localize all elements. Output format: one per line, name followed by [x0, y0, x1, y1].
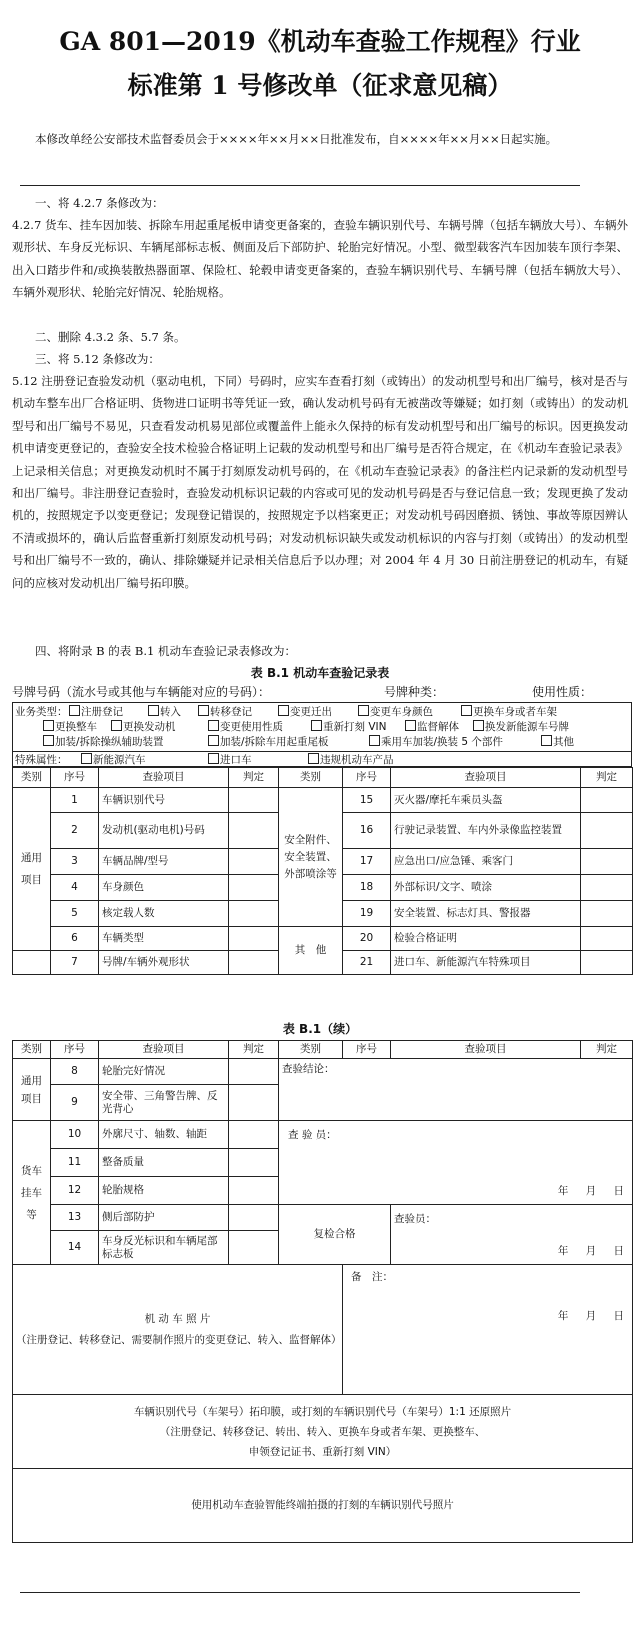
judge-cell[interactable] — [229, 951, 279, 975]
checkbox-jieti[interactable]: 监督解体 — [405, 719, 459, 734]
conclusion-cell[interactable] — [279, 1059, 633, 1121]
table-row — [13, 1205, 633, 1231]
inspector-cell[interactable] — [279, 1121, 633, 1205]
th-judge: 判定 — [229, 768, 279, 788]
checkbox-icon — [278, 705, 289, 716]
row-no: 9 — [51, 1085, 99, 1121]
row-item: 号牌/车辆外观形状 — [99, 951, 229, 975]
document-title-line1: GA 801—2019《机动车查验工作规程》行业 — [59, 27, 581, 56]
judge-cell[interactable] — [229, 813, 279, 849]
plate-type-label: 号牌种类： — [384, 685, 445, 699]
checkbox-new-energy[interactable]: 新能源汽车 — [81, 752, 146, 767]
row-item: 轮胎规格 — [99, 1177, 229, 1205]
table2-caption: 表 B.1（续） — [282, 1022, 358, 1036]
row-no: 15 — [343, 788, 391, 813]
checkbox-bujian[interactable]: 乘用车加装/换装 5 个部件 — [369, 734, 503, 749]
section1-heading: 一、将 4.2.7 条修改为： — [35, 196, 164, 210]
inspection-table-1 — [12, 767, 633, 975]
use-nature-label: 使用性质： — [532, 685, 593, 699]
checkbox-icon — [208, 735, 219, 746]
special-attr-box — [12, 751, 632, 767]
th-category: 类别 — [13, 768, 51, 788]
row-no: 4 — [51, 875, 99, 901]
row-item: 车辆识别代号 — [99, 788, 229, 813]
remark-cell[interactable] — [343, 1265, 633, 1395]
special-row — [13, 751, 631, 766]
row-item: 外廓尺寸、轴数、轴距 — [99, 1121, 229, 1149]
vin-rubbing-row — [13, 1395, 633, 1469]
checkbox-import[interactable]: 进口车 — [208, 752, 252, 767]
section4-heading: 四、将附录 B 的表 B.1 机动车查验记录表修改为： — [35, 644, 296, 658]
row-item: 应急出口/应急锤、乘客门 — [391, 849, 581, 875]
checkbox-icon — [198, 705, 209, 716]
vehicle-photo-cell[interactable] — [13, 1265, 343, 1395]
judge-cell[interactable] — [229, 1085, 279, 1121]
group-general: 通用 项目 — [13, 1059, 51, 1121]
th-item-2: 查验项目 — [391, 1041, 581, 1059]
row-item: 侧后部防护 — [99, 1205, 229, 1231]
row-no: 18 — [343, 875, 391, 901]
th-item-2: 查验项目 — [391, 768, 581, 788]
th-category: 类别 — [13, 1041, 51, 1059]
table1-caption: 表 B.1 机动车查验记录表 — [250, 666, 390, 680]
judge-cell[interactable] — [229, 1121, 279, 1149]
checkbox-icon — [358, 705, 369, 716]
business-type-box — [12, 702, 632, 752]
judge-cell[interactable] — [581, 951, 633, 975]
judge-cell[interactable] — [581, 927, 633, 951]
th-judge-2: 判定 — [581, 1041, 633, 1059]
biz-type-label: 业务类型： — [15, 706, 68, 718]
inspection-table-2 — [12, 1040, 633, 1543]
row-no: 3 — [51, 849, 99, 875]
th-item: 查验项目 — [99, 768, 229, 788]
checkbox-zhuce[interactable]: 注册登记 — [69, 704, 123, 719]
row-item: 核定载人数 — [99, 901, 229, 927]
row-no: 11 — [51, 1149, 99, 1177]
checkbox-icon — [405, 720, 416, 731]
table-row — [13, 927, 633, 951]
conclusion-label: 查验结论： — [282, 1063, 335, 1075]
checkbox-fadongji[interactable]: 更换发动机 — [111, 719, 176, 734]
judge-cell[interactable] — [229, 1177, 279, 1205]
row-no: 12 — [51, 1177, 99, 1205]
recheck-inspector-cell[interactable] — [391, 1205, 633, 1265]
checkbox-yanse[interactable]: 变更车身颜色 — [358, 704, 433, 719]
inspector2-label: 查验员： — [394, 1213, 436, 1225]
recheck-date: 年 月 日 — [557, 1245, 624, 1257]
judge-cell[interactable] — [581, 813, 633, 849]
blank-category — [13, 951, 51, 975]
judge-cell[interactable] — [581, 901, 633, 927]
judge-cell[interactable] — [581, 875, 633, 901]
th-no: 序号 — [51, 1041, 99, 1059]
checkbox-vin[interactable]: 重新打刻 VIN — [311, 719, 386, 734]
row-no: 21 — [343, 951, 391, 975]
smart-terminal-row — [13, 1469, 633, 1543]
th-no: 序号 — [51, 768, 99, 788]
row-no: 13 — [51, 1205, 99, 1231]
checkbox-icon — [311, 720, 322, 731]
group-truck: 货车 挂车 等 — [13, 1121, 51, 1265]
row-item: 车辆类型 — [99, 927, 229, 951]
checkbox-icon — [308, 753, 319, 764]
recheck-cell: 复检合格 — [279, 1205, 391, 1265]
table-row — [13, 1121, 633, 1149]
vin-rubbing-cell[interactable] — [13, 1395, 633, 1469]
row-no: 16 — [343, 813, 391, 849]
judge-cell[interactable] — [229, 901, 279, 927]
checkbox-illegal[interactable]: 违规机动车产品 — [308, 752, 394, 767]
checkbox-icon — [208, 720, 219, 731]
checkbox-icon — [369, 735, 380, 746]
th-judge-2: 判定 — [581, 768, 633, 788]
checkbox-icon — [43, 720, 54, 731]
checkbox-qita[interactable]: 其他 — [541, 734, 574, 749]
inspector-date: 年 月 日 — [557, 1185, 624, 1197]
checkbox-icon — [461, 705, 472, 716]
judge-cell[interactable] — [229, 1059, 279, 1085]
row-item: 车身颜色 — [99, 875, 229, 901]
judge-cell[interactable] — [581, 788, 633, 813]
judge-cell[interactable] — [229, 927, 279, 951]
checkbox-xinnengyuan[interactable]: 换发新能源车号牌 — [473, 719, 569, 734]
row-no: 19 — [343, 901, 391, 927]
vin-line-2: （注册登记、转移登记、转出、转入、更换车身或者车架、更换整车、 — [159, 1425, 486, 1438]
checkbox-icon — [69, 705, 80, 716]
group-safety: 安全附件、安全装置、外部喷涂等 — [279, 788, 343, 927]
row-no: 5 — [51, 901, 99, 927]
remark-label: 备 注： — [351, 1271, 393, 1283]
row-no: 2 — [51, 813, 99, 849]
th-category-2: 类别 — [279, 1041, 343, 1059]
judge-cell[interactable] — [229, 849, 279, 875]
row-no: 7 — [51, 951, 99, 975]
checkbox-icon — [81, 753, 92, 764]
row-item: 检验合格证明 — [391, 927, 581, 951]
biz-row-2 — [13, 718, 631, 733]
judge-cell[interactable] — [229, 788, 279, 813]
row-item: 外部标识/文字、喷涂 — [391, 875, 581, 901]
checkbox-icon — [473, 720, 484, 731]
group-other: 其 他 — [279, 927, 343, 975]
special-attr-label: 特殊属性： — [15, 754, 68, 766]
checkbox-icon — [541, 735, 552, 746]
section3-body: 5.12 注册登记查验发动机（驱动电机，下同）号码时，应实车查看打刻（或铸出）的发动机型号和出厂编号，核对是否与机动车整车出厂合格证明、货物进口证明书等凭证一致，确认发动机号码有无被凿改等嫌疑；如打刻（或铸出）的发动机型号和出厂编号不易见，只查看发动机易见部位或覆盖件上能永久保持的标有发动机型号和出厂编号的标识。因更换发动机申请变更登记的，查验安全技术检验合格证明上记载的发动机型号和出厂编号是否符合规定，在《机动车查验记录表》上记录相关信息；对更换发动机时不属于打刻原发动机号码的，在《机动车查验记录表》的备注栏内记录新的发动机型号和出厂编号。非注册登记查验时，查验发动机标识记载的内容或可见的发动机号码是否与登记信息一致；发现更换了发动机的，按照规定予以变更登记；发现登记错误的，按照规定予以档案更正；对发动机号码因磨损、锈蚀、事故等原因辨认不清或损坏的，确认后监督重新打刻原发动机号码；对发动机标识缺失或发动机标识的内容与打刻（或铸出）的发动机型号和出厂编号不一致的，确认、排除嫌疑并记录相关信息后予以办理；对 2004 年 4 月 30 日前注册登记的机动车，有疑问的应核对发动机出厂编号拓印膜。 — [12, 374, 628, 590]
inspector-label: 查 验 员： — [288, 1129, 337, 1141]
row-item: 进口车、新能源汽车特殊项目 — [391, 951, 581, 975]
judge-cell[interactable] — [229, 1149, 279, 1177]
row-item: 整备质量 — [99, 1149, 229, 1177]
row-no: 6 — [51, 927, 99, 951]
checkbox-chejia[interactable]: 更换车身或者车架 — [461, 704, 557, 719]
th-item: 查验项目 — [99, 1041, 229, 1059]
smart-terminal-photo-cell[interactable]: 使用机动车查验智能终端拍摄的打刻的车辆识别代号照片 — [13, 1469, 633, 1543]
table1-header-row — [13, 768, 633, 788]
checkbox-zhuanyi[interactable]: 转移登记 — [198, 704, 252, 719]
row-item: 发动机(驱动电机)号码 — [99, 813, 229, 849]
table2-header-row — [13, 1041, 633, 1059]
th-category-2: 类别 — [279, 768, 343, 788]
group-general: 通用 项目 — [13, 788, 51, 951]
row-no: 17 — [343, 849, 391, 875]
table-row — [13, 1059, 633, 1085]
row-no: 20 — [343, 927, 391, 951]
row-no: 1 — [51, 788, 99, 813]
checkbox-icon — [148, 705, 159, 716]
row-no: 14 — [51, 1231, 99, 1265]
plate-number-label: 号牌号码（流水号或其他与车辆能对应的号码）： — [12, 685, 271, 699]
row-item: 行驶记录装置、车内外录像监控装置 — [391, 813, 581, 849]
photo-title: 机 动 车 照 片 — [144, 1312, 211, 1325]
row-item: 安全带、三角警告牌、反光背心 — [99, 1085, 229, 1121]
judge-cell[interactable] — [229, 875, 279, 901]
section1-body: 4.2.7 货车、挂车因加装、拆除车用起重尾板申请变更备案的，查验车辆识别代号、车辆号牌（包括车辆放大号）、车辆外观形状、车身反光标识、车辆尾部标志板、侧面及后下部防护、轮胎完好情况。小型、微型载客汽车因加装车顶行李架、出入口踏步件和/或换装散热器面罩、保险杠、轮毂申请变更备案的，查验车辆识别代号、车辆号牌（包括车辆放大号）、车辆外观形状、轮胎完好情况、轮胎规格。 — [12, 218, 628, 300]
section2-heading: 二、删除 4.3.2 条、5.7 条。 — [35, 330, 186, 344]
checkbox-xingzhi[interactable]: 变更使用性质 — [208, 719, 283, 734]
row-item: 轮胎完好情况 — [99, 1059, 229, 1085]
row-item: 车辆品牌/型号 — [99, 849, 229, 875]
judge-cell[interactable] — [581, 849, 633, 875]
judge-cell[interactable] — [229, 1205, 279, 1231]
remark-date: 年 月 日 — [557, 1310, 624, 1322]
vin-line-1: 车辆识别代号（车架号）拓印膜，或打刻的车辆识别代号（车架号）1:1 还原照片 — [133, 1405, 512, 1418]
th-judge: 判定 — [229, 1041, 279, 1059]
checkbox-caozong[interactable]: 加装/拆除操纵辅助装置 — [43, 734, 164, 749]
vin-line-3: 申领登记证书、重新打刻 VIN） — [248, 1445, 397, 1458]
divider-top — [20, 185, 580, 186]
biz-row-3 — [13, 733, 631, 748]
row-item: 车身反光标识和车辆尾部标志板 — [99, 1231, 229, 1265]
judge-cell[interactable] — [229, 1231, 279, 1265]
th-no-2: 序号 — [343, 1041, 391, 1059]
checkbox-icon — [208, 753, 219, 764]
divider-bottom — [20, 1592, 580, 1593]
checkbox-icon — [43, 735, 54, 746]
plate-info-line — [12, 683, 632, 699]
section3-heading: 三、将 5.12 条修改为： — [35, 352, 160, 366]
checkbox-zhuanru[interactable]: 转入 — [148, 704, 181, 719]
row-item: 安全装置、标志灯具、警报器 — [391, 901, 581, 927]
checkbox-qianchu[interactable]: 变更迁出 — [278, 704, 332, 719]
row-no: 10 — [51, 1121, 99, 1149]
photo-row — [13, 1265, 633, 1395]
biz-row-1 — [13, 703, 631, 718]
checkbox-zhengche[interactable]: 更换整车 — [43, 719, 97, 734]
th-no-2: 序号 — [343, 768, 391, 788]
checkbox-weiban[interactable]: 加装/拆除车用起重尾板 — [208, 734, 329, 749]
checkbox-icon — [111, 720, 122, 731]
row-no: 8 — [51, 1059, 99, 1085]
document-title-line2: 标准第 1 号修改单（征求意见稿） — [127, 71, 513, 100]
photo-note: （注册登记、转移登记、需要制作照片的变更登记、转入、监督解体） — [16, 1333, 342, 1346]
row-item: 灭火器/摩托车乘员头盔 — [391, 788, 581, 813]
intro-paragraph: 本修改单经公安部技术监督委员会于××××年××月××日批准发布，自××××年××月××日起实施。 — [35, 132, 558, 146]
table-row — [13, 788, 633, 813]
